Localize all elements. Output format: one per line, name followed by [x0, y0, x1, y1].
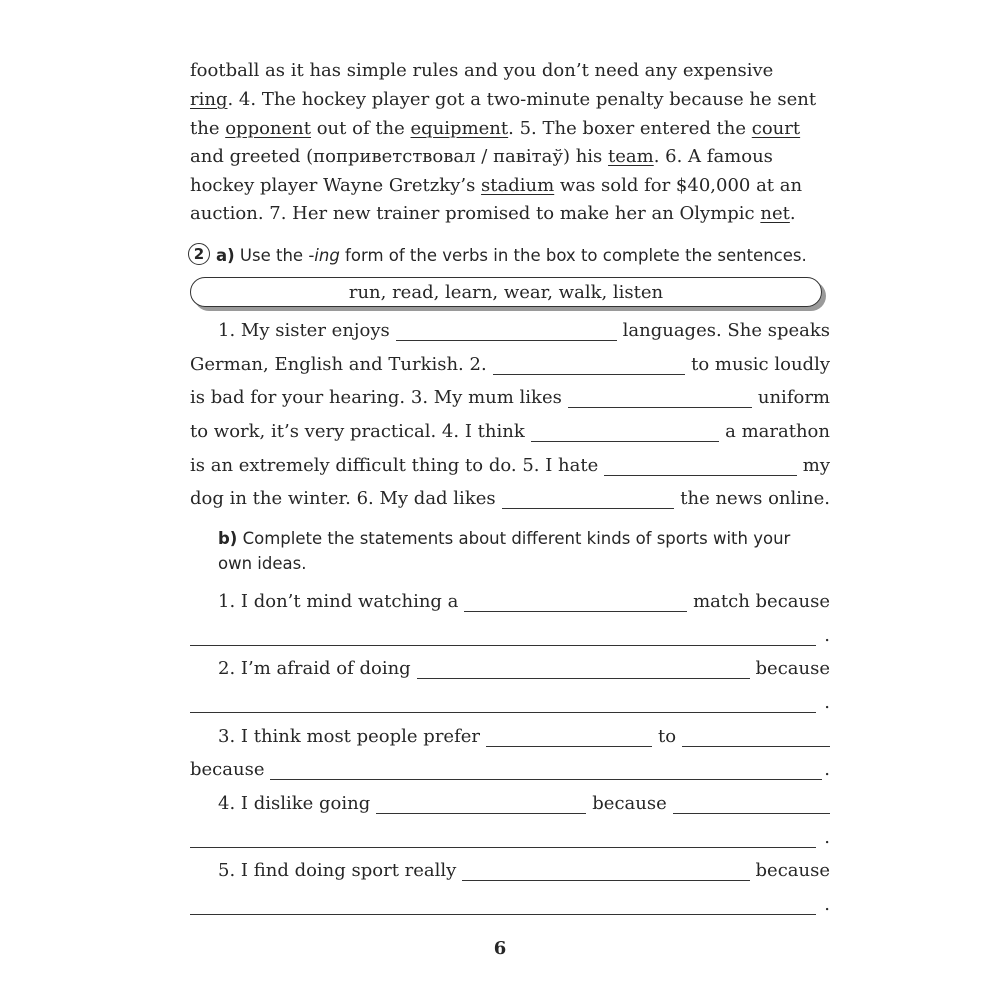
- underlined-word: ring: [190, 89, 228, 110]
- text: the: [190, 118, 226, 139]
- underlined-word: equipment: [410, 118, 509, 139]
- text: . 6. A famous: [653, 146, 773, 167]
- sentence-row: [190, 387, 830, 408]
- statement-continuation: [190, 759, 830, 780]
- exercise-2b-instruction: [218, 529, 838, 548]
- text: 1. I don’t mind watching a: [218, 591, 459, 612]
- answer-blank[interactable]: [531, 425, 719, 442]
- text: and greeted (поприветствовал / павітаў) his: [190, 146, 609, 167]
- answer-blank[interactable]: [190, 898, 816, 915]
- answer-blank[interactable]: [464, 595, 687, 612]
- text: was sold for $40,000 at an: [554, 175, 803, 196]
- text: to music loudly: [691, 354, 830, 375]
- text: because: [592, 793, 667, 814]
- text: dog in the winter. 6. My dad likes: [190, 488, 496, 509]
- text: the news online.: [680, 488, 830, 509]
- text: .: [824, 692, 830, 713]
- text: .: [824, 759, 830, 780]
- text: out of the: [311, 118, 411, 139]
- text: to: [658, 726, 677, 747]
- answer-blank[interactable]: [417, 662, 750, 679]
- part-label: b): [218, 529, 238, 548]
- answer-blank[interactable]: [673, 797, 830, 814]
- text: hockey player Wayne Gretzky’s: [190, 175, 482, 196]
- text: own ideas.: [218, 554, 307, 573]
- sentence-row: [190, 421, 830, 442]
- answer-blank[interactable]: [396, 324, 617, 341]
- text: football as it has simple rules and you don’t need any expensive: [190, 60, 774, 81]
- text: languages. She speaks: [622, 320, 830, 341]
- answer-blank[interactable]: [190, 696, 816, 713]
- text: my: [802, 455, 830, 476]
- statement-row: [190, 793, 830, 814]
- text: because: [755, 860, 830, 881]
- sentence-row: [190, 455, 830, 476]
- underlined-word: stadium: [481, 175, 555, 196]
- text: .: [824, 894, 830, 915]
- word-box: [190, 277, 822, 307]
- answer-blank[interactable]: [568, 391, 752, 408]
- sentence-row: [190, 320, 830, 341]
- text: Use the: [234, 246, 309, 265]
- text: 3. I think most people prefer: [218, 726, 480, 747]
- statement-row: [190, 658, 830, 679]
- text: .: [789, 203, 796, 224]
- statement-row: [190, 860, 830, 881]
- text: 2. I’m afraid of doing: [218, 658, 411, 679]
- exercise-2b-instruction-cont: [218, 554, 838, 573]
- sentence-row: [190, 488, 830, 509]
- answer-blank[interactable]: [502, 492, 675, 509]
- answer-blank[interactable]: [190, 629, 816, 646]
- text-line-6: [190, 203, 830, 224]
- word-box-text: run, read, learn, wear, walk, listen: [348, 281, 664, 303]
- answer-blank[interactable]: [376, 797, 586, 814]
- part-label: a): [216, 246, 235, 265]
- answer-blank[interactable]: [190, 831, 816, 848]
- statement-row: [190, 726, 830, 747]
- text: a marathon: [725, 421, 830, 442]
- underlined-word: net: [760, 203, 790, 224]
- underlined-word: court: [751, 118, 801, 139]
- text: is bad for your hearing. 3. My mum likes: [190, 387, 562, 408]
- text: 5. I find doing sport really: [218, 860, 457, 881]
- text: German, English and Turkish. 2.: [190, 354, 487, 375]
- exercise-number-badge: 2: [188, 243, 210, 265]
- text: uniform: [757, 387, 830, 408]
- text-line-3: [190, 118, 830, 139]
- statement-continuation: [190, 894, 830, 915]
- underlined-word: opponent: [225, 118, 311, 139]
- text-line-1: [190, 60, 830, 81]
- text: . 4. The hockey player got a two-minute penalty because he sent: [227, 89, 817, 110]
- text: 4. I dislike going: [218, 793, 371, 814]
- text: because: [190, 759, 265, 780]
- text: match because: [693, 591, 830, 612]
- sentence-row: [190, 354, 830, 375]
- text: Complete the statements about different kinds of sports with your: [237, 529, 791, 548]
- underlined-word: team: [608, 146, 654, 167]
- text-line-5: [190, 175, 830, 196]
- page-number: 6: [493, 938, 507, 959]
- statement-row: [190, 591, 830, 612]
- text-line-2: [190, 89, 830, 110]
- text: form of the verbs in the box to complete the sentences.: [339, 246, 807, 265]
- answer-blank[interactable]: [493, 358, 685, 375]
- text: .: [824, 827, 830, 848]
- text: .: [824, 625, 830, 646]
- answer-blank[interactable]: [604, 459, 796, 476]
- text: auction. 7. Her new trainer promised to make her an Olympic: [190, 203, 761, 224]
- exercise-2a-instruction: [188, 243, 838, 265]
- statement-continuation: [190, 625, 830, 646]
- answer-blank[interactable]: [682, 730, 830, 747]
- text: because: [755, 658, 830, 679]
- answer-blank[interactable]: [270, 763, 822, 780]
- answer-blank[interactable]: [486, 730, 652, 747]
- text: -ing: [308, 246, 340, 265]
- text: . 5. The boxer entered the: [508, 118, 752, 139]
- text: 1. My sister enjoys: [218, 320, 390, 341]
- text: is an extremely difficult thing to do. 5. I hate: [190, 455, 599, 476]
- statement-continuation: [190, 692, 830, 713]
- answer-blank[interactable]: [462, 864, 749, 881]
- text-line-4: [190, 146, 830, 167]
- statement-continuation: [190, 827, 830, 848]
- text: to work, it’s very practical. 4. I think: [190, 421, 525, 442]
